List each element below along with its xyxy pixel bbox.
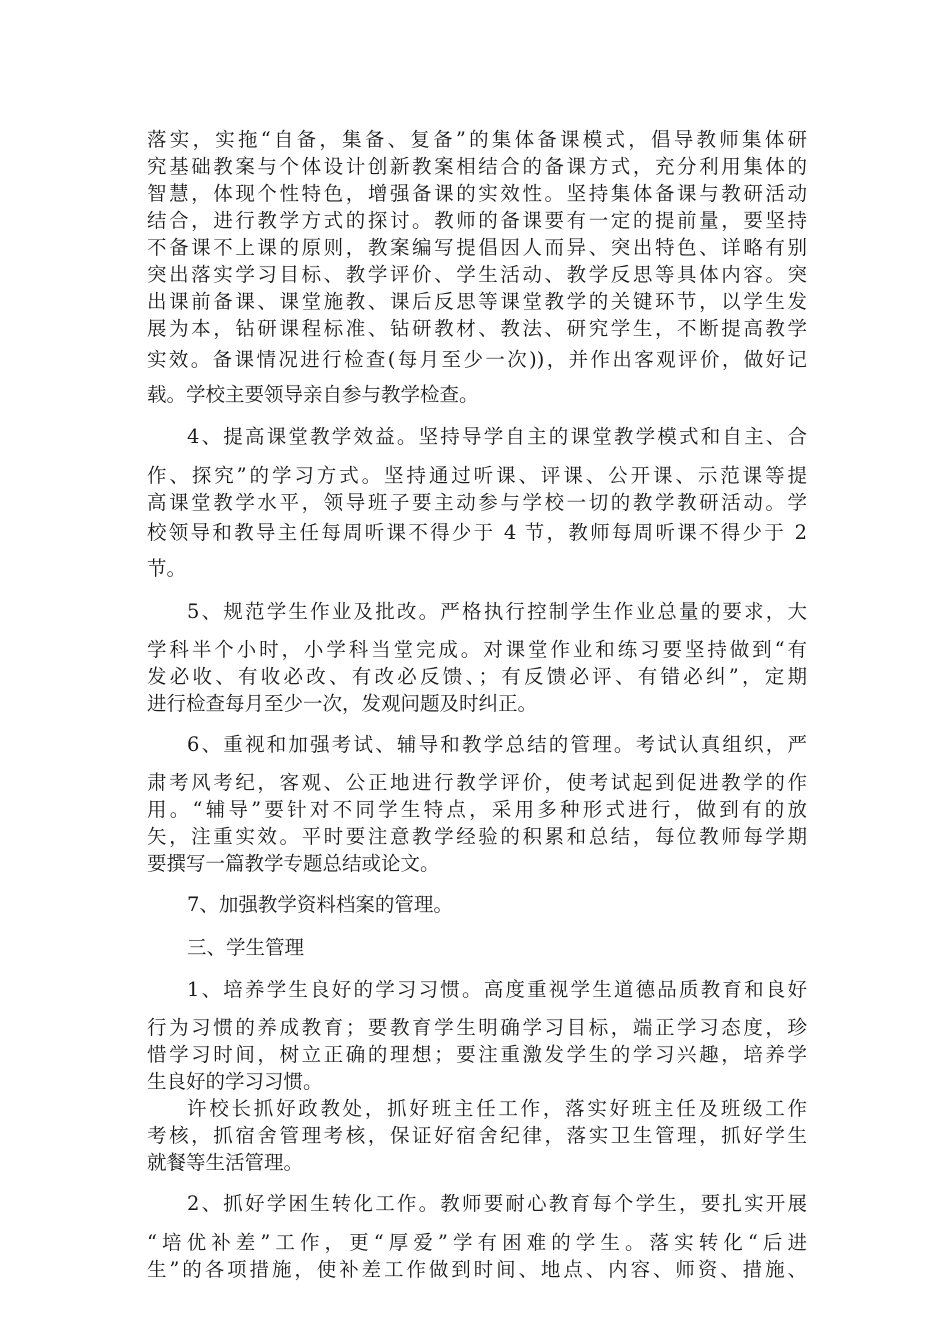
text-line: 不备课不上课的原则，教案编写提倡因人而异、突出特色、详略有别 xyxy=(147,236,807,259)
text-line: 考核，抓宿舍管理考核，保证好宿舍纪律，落实卫生管理，抓好学生 xyxy=(147,1124,807,1147)
text-line: 出课前备课、课堂施教、课后反思等课堂教学的关键环节，以学生发 xyxy=(147,290,807,313)
text-line: 校领导和教导主任每周听课不得少于 4 节，教师每周听课不得少于 2 xyxy=(147,521,807,544)
text-line: 矢，注重实效。平时要注意教学经验的积累和总结，每位教师每学期 xyxy=(147,825,807,848)
text-line: 1、培养学生良好的学习习惯。高度重视学生道德品质教育和良好 xyxy=(187,978,807,1001)
text-line: 要撰写一篇教学专题总结或论文。 xyxy=(147,852,440,875)
text-line: 究基础教案与个体设计创新教案相结合的备课方式，充分利用集体的 xyxy=(147,155,807,178)
text-line: 三、学生管理 xyxy=(187,936,305,959)
text-line: 展为本，钻研课程标准、钻研教材、教法、研究学生，不断提高教学 xyxy=(147,317,807,340)
text-line: 就餐等生活管理。 xyxy=(147,1151,304,1174)
text-line: 载。学校主要领导亲自参与教学检查。 xyxy=(147,383,479,406)
text-line: 突出落实学习目标、教学评价、学生活动、教学反思等具体内容。突 xyxy=(147,263,807,286)
text-line: 智慧，体现个性特色，增强备课的实效性。坚持集体备课与教研活动 xyxy=(147,182,807,205)
text-line: 行为习惯的养成教育；要教育学生明确学习目标，端正学习态度，珍 xyxy=(147,1016,807,1039)
text-line: 结合，进行教学方式的探讨。教师的备课要有一定的提前量，要坚持 xyxy=(147,209,807,232)
text-line: 6、重视和加强考试、辅导和教学总结的管理。考试认真组织，严 xyxy=(187,733,807,756)
text-line: 许校长抓好政教处，抓好班主任工作，落实好班主任及班级工作 xyxy=(187,1097,807,1120)
text-line: 5、规范学生作业及批改。严格执行控制学生作业总量的要求，大 xyxy=(187,600,807,623)
text-line: 惜学习时间，树立正确的理想；要注重激发学生的学习兴趣，培养学 xyxy=(147,1043,807,1066)
text-line: 用。“辅导”要针对不同学生特点，采用多种形式进行，做到有的放 xyxy=(147,798,807,821)
text-line: 4、提高课堂教学效益。坚持导学自主的课堂教学模式和自主、合 xyxy=(187,425,807,448)
text-line: 进行检查每月至少一次，发观问题及时纠正。 xyxy=(147,692,538,715)
text-line: 生”的各项措施，使补差工作做到时间、地点、内容、师资、措施、 xyxy=(147,1258,807,1281)
text-line: 实效。备课情况进行检查(每月至少一次))，并作出客观评价，做好记 xyxy=(147,348,807,371)
text-line: 发必收、有收必改、有改必反馈、；有反馈必评、有错必纠”，定期 xyxy=(147,665,807,688)
text-line: 作、探究”的学习方式。坚持通过听课、评课、公开课、示范课等提 xyxy=(147,464,807,487)
text-line: 高课堂教学水平，领导班子要主动参与学校一切的教学教研活动。学 xyxy=(147,491,807,514)
text-line: “培优补差”工作，更“厚爱”学有困难的学生。落实转化“后进 xyxy=(147,1231,807,1254)
text-line: 2、抓好学困生转化工作。教师要耐心教育每个学生，要扎实开展 xyxy=(187,1192,807,1215)
text-line: 生良好的学习习惯。 xyxy=(147,1070,323,1093)
text-line: 肃考风考纪，客观、公正地进行教学评价，使考试起到促进教学的作 xyxy=(147,771,807,794)
text-line: 节。 xyxy=(147,557,187,580)
text-line: 7、加强教学资料档案的管理。 xyxy=(187,893,453,916)
text-line: 落实，实拖“自备，集备、复备”的集体备课模式，倡导教师集体研 xyxy=(147,128,807,151)
text-line: 学科半个小时，小学科当堂完成。对课堂作业和练习要坚持做到“有 xyxy=(147,638,807,661)
